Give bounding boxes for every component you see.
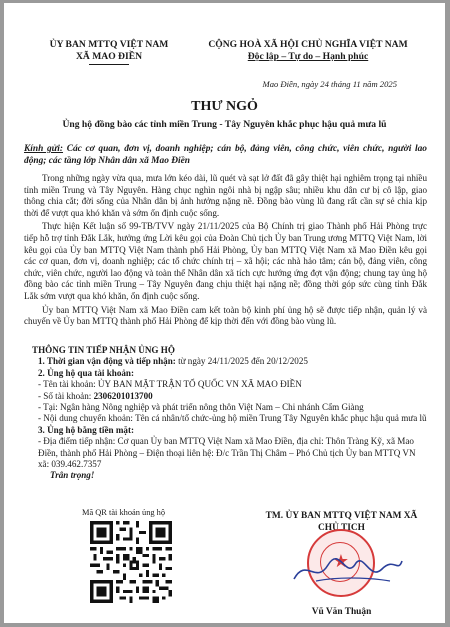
body-paragraph-1: Trong những ngày vừa qua, mưa lớn kéo dài, lũ quét và sạt lở đất đã gây thiệt hại nghiêm trọng tại nhiều tỉnh miền Trung và Tây Nguyên. Hàng chục nghìn ngôi nhà bị ngập sâu; nhiều khu dân cư bị cô lập, giao thông chia cắt; đời sống của Nhân dân bị ảnh hưởng nặng nề. Đồng bào vùng lũ đang rất cần sự sẻ chia kịp thời để vượt qua khó khăn và sớm ổn định cuộc sống. (24, 173, 427, 218)
item1-value: từ ngày 24/11/2025 đến 20/12/2025 (175, 356, 308, 367)
letter-subtitle: Ủng hộ đồng bào các tỉnh miền Trung - Tây Nguyên khắc phục hậu quả mưa lũ (62, 119, 387, 130)
item1-label: 1. Thời gian vận động và tiếp nhận: (38, 356, 176, 367)
issuer-underline (89, 64, 129, 65)
national-motto: Độc lập – Tự do – Hạnh phúc (247, 51, 369, 62)
issuer-header (24, 39, 194, 65)
info-heading: THÔNG TIN TIẾP NHẬN ỦNG HỘ (32, 345, 175, 355)
stamp-star-icon: ★ (332, 551, 350, 571)
recipients-label: Kính gửi: (24, 144, 64, 154)
letter-body (24, 173, 427, 328)
signature-role: CHỦ TỊCH (318, 523, 365, 533)
issuer-line2: XÃ MAO ĐIỀN (75, 51, 143, 62)
closing-thanks: Trân trọng! (50, 470, 95, 481)
national-header (192, 39, 424, 63)
body-paragraph-3: Ủy ban MTTQ Việt Nam xã Mao Điền cam kết toàn bộ kinh phí ủng hộ sẽ được tiếp nhận, quản lý và chuyển về Ủy ban MTTQ thành phố Hải Phòng để kịp thời đến với đồng bào vùng lũ. (24, 304, 427, 327)
qr-label: Mã QR tài khoản ủng hộ (82, 508, 166, 517)
item2-label: 2. Ủng hộ qua tài khoản: (38, 367, 135, 378)
account-number-label: - Số tài khoản: (38, 390, 94, 401)
letter-date: Mao Điền, ngày 24 tháng 11 năm 2025 (262, 79, 397, 89)
donation-info (22, 345, 427, 482)
bank-name: - Tại: Ngân hàng Nông nghiệp và phát triển nông thôn Việt Nam – Chi nhánh Cẩm Giàng (38, 402, 364, 413)
item3-label: 3. Ủng hộ bằng tiền mặt: (38, 424, 134, 435)
body-paragraph-2: Thực hiện Kết luận số 99-TB/TVV ngày 21/11/2025 của Bộ Chính trị giao Thành phố Hải Phòng trực tiếp hỗ trợ tỉnh Đắk Lắk, hưởng ứng Lời kêu gọi của Đoàn Chủ tịch Ủy ban Trung ương MTTQ Việt Nam, lời kêu gọi của Ủy ban MTTQ Việt Nam thành phố Hải Phòng, Ủy ban MTTQ Việt Nam xã Mao Điền kêu gọi các cơ quan, đơn vị, doanh nghiệp; các tổ chức chính trị – xã hội; các nhà hảo tâm; cán bộ, đảng viên, công chức, viên chức, người lao động và toàn thể Nhân dân xã tích cực hướng ứng đợt vận động; chung tay ủng hộ đồng bào các tỉnh miền Trung – Tây Nguyên đang chịu thiệt hại nặng nề; đồng thời góp sức cùng tỉnh Đắk Lắk sớm vượt qua khó khăn, ổn định cuộc sống. (24, 221, 427, 301)
issuer-line1: ỦY BAN MTTQ VIỆT NAM (49, 39, 169, 50)
recipients (24, 143, 427, 167)
signature-org: TM. ỦY BAN MTTQ VIỆT NAM XÃ (265, 511, 418, 521)
account-name: - Tên tài khoản: ỦY BAN MẶT TRẬN TỔ QUỐC VN XÃ MAO ĐIỀN (38, 379, 302, 390)
signer-name: Vũ Văn Thuận (311, 607, 372, 617)
qr-code-image[interactable] (90, 521, 172, 603)
transfer-note: - Nội dung chuyển khoản: Tên cá nhân/tổ chức-ủng hộ miền Trung Tây Nguyên khắc phục hậu quả mưa lũ (38, 413, 427, 424)
recipients-text: Các cơ quan, đơn vị, doanh nghiệp; cán bộ, đảng viên, công chức, viên chức, người lao động; các tầng lớp Nhân dân xã Mao Điền (24, 144, 427, 166)
letter-page (4, 3, 445, 623)
cash-info: - Địa điểm tiếp nhận: Cơ quan Ủy ban MTTQ Việt Nam xã Mao Điền, địa chỉ: Thôn Tràng Kỹ, xã Mao Điền, thành phố Hải Phòng – Điện thoại liên hệ: Đ/c Trần Thị Châm – Phó Chủ tịch Ủy ban MTTQ VN xã: 039.462.7357 (38, 436, 416, 470)
account-number: 2306201013700 (93, 390, 153, 401)
letter-title: THƯ NGỎ (191, 99, 258, 114)
handwritten-signature (286, 551, 406, 591)
national-title: CỘNG HOÀ XÃ HỘI CHỦ NGHĨA VIỆT NAM (208, 39, 408, 50)
